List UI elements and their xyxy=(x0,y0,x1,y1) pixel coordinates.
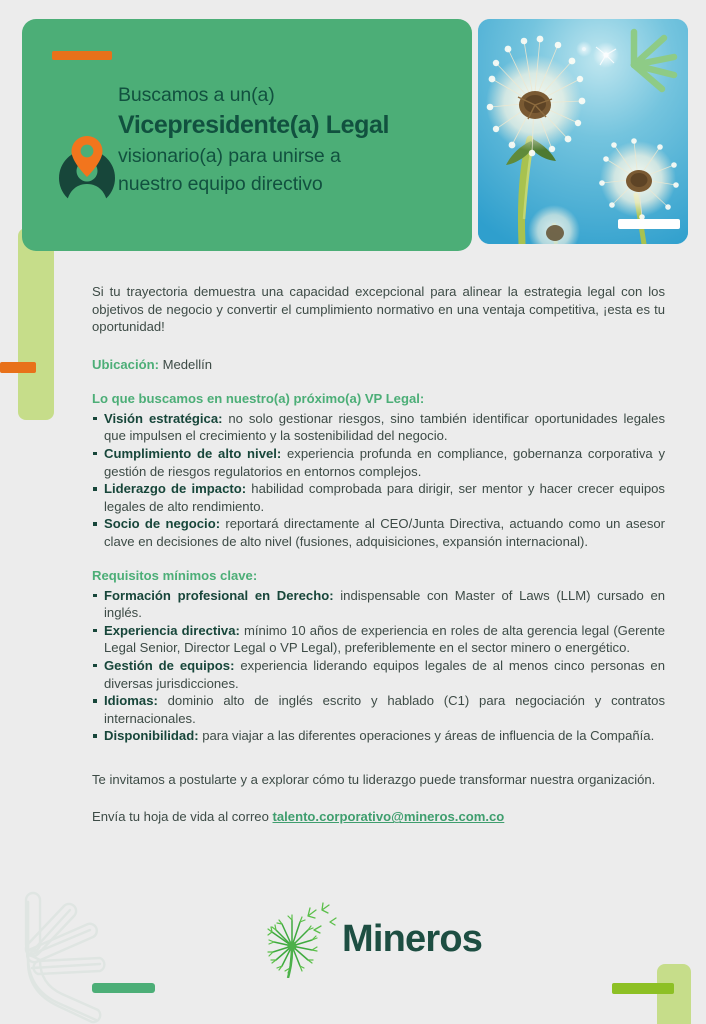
email-line xyxy=(92,808,665,826)
looking-for-item-term: Visión estratégica: xyxy=(104,410,223,426)
hero-subtitle-line-2: nuestro equipo directivo xyxy=(118,173,323,195)
requirement-item-text: mínimo 10 años de experiencia en roles de alta gerencia legal (Gerente Legal Senior, Director Legal o VP Legal), preferiblemente en el sector minero o energético. xyxy=(104,622,665,656)
list-item xyxy=(92,692,665,727)
looking-for-item-text: habilidad comprobada para dirigir, ser mentor y hacer crecer equipos legales de alto rendimiento. xyxy=(104,481,665,514)
location-line xyxy=(92,356,665,374)
requirement-item-text: indispensable con Master of Laws (LLM) cursado en inglés. xyxy=(104,587,666,621)
looking-for-list xyxy=(92,410,665,551)
looking-for-heading: Lo que buscamos en nuestro(a) próximo(a) VP Legal: xyxy=(92,390,425,406)
brand-name: Mineros xyxy=(342,917,483,960)
photo-white-accent-bar xyxy=(618,219,680,229)
requirement-item-text: experiencia liderando equipos legales de al menos cinco personas en diversas jurisdicciones. xyxy=(104,657,665,691)
requirements-list xyxy=(92,587,665,745)
location-value: Medellín xyxy=(162,356,213,372)
list-item xyxy=(92,587,665,622)
closing-paragraph: Te invitamos a postularte y a explorar cómo tu liderazgo puede transformar nuestra organización. xyxy=(92,771,656,787)
list-item xyxy=(92,657,665,692)
hero-text-block xyxy=(118,81,462,198)
email-prefix: Envía tu hoja de vida al correo xyxy=(92,809,273,825)
requirement-item-term: Formación profesional en Derecho: xyxy=(104,587,334,603)
hero-job-title: Vicepresidente(a) Legal xyxy=(118,111,390,139)
requirements-heading: Requisitos mínimos clave: xyxy=(92,567,258,583)
list-item xyxy=(92,410,665,445)
requirement-item-text: dominio alto de inglés escrito y hablado (C1) para negociación y contratos internacionales. xyxy=(104,693,665,726)
requirement-item-term: Gestión de equipos: xyxy=(104,657,235,673)
bottom-right-olive-bar-decoration xyxy=(612,983,674,994)
looking-for-item-term: Cumplimiento de alto nivel: xyxy=(104,445,282,461)
looking-for-item-text: experiencia profunda en compliance, gobernanza corporativa y gestión de riesgos regulatorios en entornos complejos. xyxy=(104,445,665,479)
list-item xyxy=(92,515,665,550)
left-lime-bar-decoration xyxy=(18,228,54,420)
requirement-item-term: Disponibilidad: xyxy=(104,728,199,744)
location-label: Ubicación: xyxy=(92,356,159,372)
looking-for-item-text: no solo gestionar riesgos, sino también identificar oportunidades legales que impulsen el crecimiento y la sostenibilidad del negocio. xyxy=(104,410,665,444)
hero-eyebrow: Buscamos a un(a) xyxy=(118,84,275,106)
looking-for-item-text: reportará directamente al CEO/Junta Directiva, actuando como un asesor clave en decisiones de alto nivel (fusiones, adquisiciones, expansión internacional). xyxy=(104,516,666,549)
looking-for-item-term: Socio de negocio: xyxy=(104,516,221,532)
dandelion-seed-fan-decoration-icon xyxy=(4,884,184,1024)
dandelion-logo-icon xyxy=(262,900,340,978)
list-item xyxy=(92,622,665,657)
mineros-logo xyxy=(262,900,483,978)
requirement-item-term: Idiomas: xyxy=(104,693,158,709)
list-item xyxy=(92,445,665,480)
poster-body xyxy=(92,283,665,826)
requirement-item-text: para viajar a las diferentes operaciones y áreas de influencia de la Compañía. xyxy=(198,728,655,744)
bottom-right-lime-block-decoration xyxy=(657,964,691,1024)
person-location-pin-icon xyxy=(54,132,120,208)
hero-subtitle-line-1: visionario(a) para unirse a xyxy=(118,145,341,167)
requirement-item-term: Experiencia directiva: xyxy=(104,622,240,638)
list-item xyxy=(92,480,665,515)
contact-email-link[interactable]: talento.corporativo@mineros.com.co xyxy=(272,809,505,825)
hero-orange-accent-bar xyxy=(52,51,112,60)
bottom-green-bar-decoration xyxy=(92,983,155,993)
looking-for-item-term: Liderazgo de impacto: xyxy=(104,481,247,497)
dandelion-photo xyxy=(478,19,688,244)
intro-paragraph: Si tu trayectoria demuestra una capacidad excepcional para alinear la estrategia legal con los objetivos de negocio y convertir el cumplimiento normativo en una ventaja competitiva, ¡esta es tu oportunidad! xyxy=(92,284,665,335)
hero-card xyxy=(22,19,472,251)
list-item xyxy=(92,727,665,745)
left-orange-bar-decoration xyxy=(0,362,36,373)
